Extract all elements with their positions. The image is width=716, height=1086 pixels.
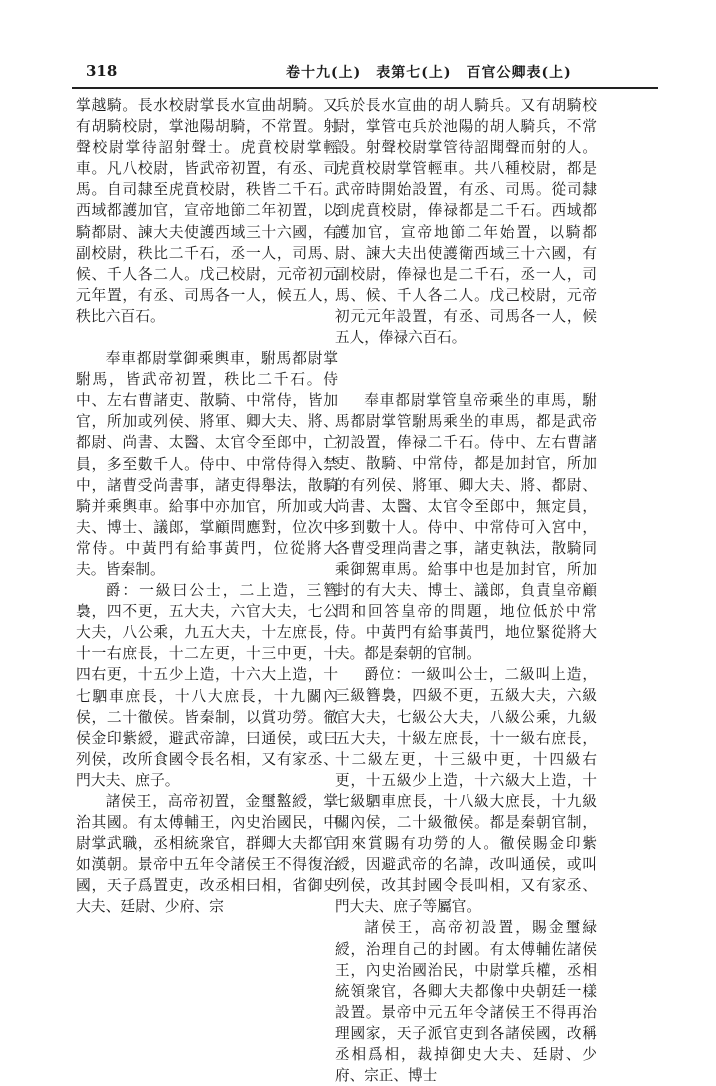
translation-princes: 諸侯王，高帝初設置，賜金璽緑綬，治理自己的封國。有太傅輔佐諸侯王，內史治國治民，中尉掌兵權，丞相統領衆官，各卿大夫都像中央朝廷一樣設置。景帝中元五年令諸侯王不得再治理國家，天子派官吏到各諸侯國，改稱丞相爲相，裁掉御史大夫、廷尉、少府、宗正、博士 xyxy=(335,919,597,1085)
translation-colonels: 兵於長水宣曲的胡人騎兵。又有胡騎校尉，掌管屯兵於池陽的胡人騎兵，不常設。射聲校尉掌管待詔聞聲而射的人。虎賁校尉掌管輕車。共八種校尉，都是武帝時開始設置，有丞、司馬。從司隸到虎賁校尉，俸禄都是二千石。西域都護加官，宣帝地節二年始置，以騎都尉、諫大夫出使護衛西域三十六國，有副校尉，俸禄也是二千石，丞一人，司馬、候、千人各二人。戊己校尉，元帝初元元年設置，有丞、司馬各一人，候五人，俸禄六百石。 xyxy=(335,97,597,347)
translation-column xyxy=(335,95,597,1086)
classical-text-column xyxy=(76,95,338,918)
translation-ranks: 爵位：一級叫公士，二級叫上造，三級簪裊，四級不更，五級大夫，六級官大夫，七級公大夫，八級公乘，九級五大夫，十級左庶長，十一級右庶長，十二級左更，十三級中更，十四級右更，十五級少上造，十六級大上造，十七級駟車庶長，十八級大庶長，十九級關內侯，二十級徹侯。都是秦朝官制，用來賞賜有功勞的人。徹侯賜金印紫綬，因避武帝的名諱，改叫通侯，或叫列侯，改其封國令長叫相，又有家丞、門大夫、庶子等屬官。 xyxy=(335,666,597,916)
paragraph-princes: 諸侯王，高帝初置，金璽盭綬，掌治其國。有太傅輔王，內史治國民，中尉掌武職，丞相統衆官，群卿大夫都官如漢朝。景帝中五年令諸侯王不得復治國，天子爲置吏，改丞相曰相，省御史大夫、廷尉、少府、宗 xyxy=(76,793,338,916)
page-number: 318 xyxy=(86,62,118,80)
translation-chariot-commandant: 奉車都尉掌管皇帝乘坐的車馬，駙馬都尉掌管駙馬乘坐的車馬，都是武帝初設置，俸禄二千石。侍中、左右曹諸吏、散騎、中常侍，都是加封官，所加的有列侯、將軍、卿大夫、將、都尉、尚書、太醫、太官令至郎中，無定員，多到數十人。侍中、中常侍可入宮中，各曹受理尚書之事，諸吏執法，散騎同乘御駕車馬。給事中也是加封官，所加封的有大夫、博士、議郎，負責皇帝顧問和回答皇帝的問題，地位低於中常侍。中黃門有給事黃門，地位緊從將大夫。都是秦朝的官制。 xyxy=(335,392,597,663)
paragraph-colonels: 掌越騎。長水校尉掌長水宣曲胡騎。又有胡騎校尉，掌池陽胡騎，不常置。射聲校尉掌待詔射聲士。虎賁校尉掌輕車。凡八校尉，皆武帝初置，有丞、司馬。自司隸至虎賁校尉，秩皆二千石。西域都護加官，宣帝地節二年初置，以騎都尉、諫大夫使護西域三十六國，有副校尉，秩比二千石，丞一人，司馬、候、千人各二人。戊己校尉，元帝初元元年置，有丞、司馬各一人，候五人，秩比六百石。 xyxy=(76,97,338,325)
running-title: 卷十九(上) 表第七(上) 百官公卿表(上) xyxy=(286,65,572,81)
header-rule xyxy=(72,87,658,89)
paragraph-chariot-commandant: 奉車都尉掌御乘輿車，駙馬都尉掌駙馬，皆武帝初置，秩比二千石。侍中、左右曹諸吏、散騎、中常侍，皆加官，所加或列侯、將軍、卿大夫、將、都尉、尚書、太醫、太官令至郎中，亡員，多至數千人。侍中、中常侍得入禁中，諸曹受尚書事，諸吏得舉法，散騎騎并乘輿車。給事中亦加官，所加或大夫、博士、議郎，掌顧問應對，位次中常侍。中黃門有給事黃門，位從將大夫。皆秦制。 xyxy=(76,350,338,578)
page-header xyxy=(86,62,646,86)
paragraph-ranks: 爵：一級曰公士，二上造，三簪裊，四不更，五大夫，六官大夫，七公大夫，八公乘，九五大夫，十左庶長，十一右庶長，十二左更，十三中更，十四右更，十五少上造，十六大上造，十七駟車庶長，十八大庶長，十九關內侯，二十徹侯。皆秦制，以賞功勞。徹侯金印紫綬，避武帝諱，曰通侯，或曰列侯，改所食國令長名相，又有家丞、門大夫、庶子。 xyxy=(76,582,338,789)
